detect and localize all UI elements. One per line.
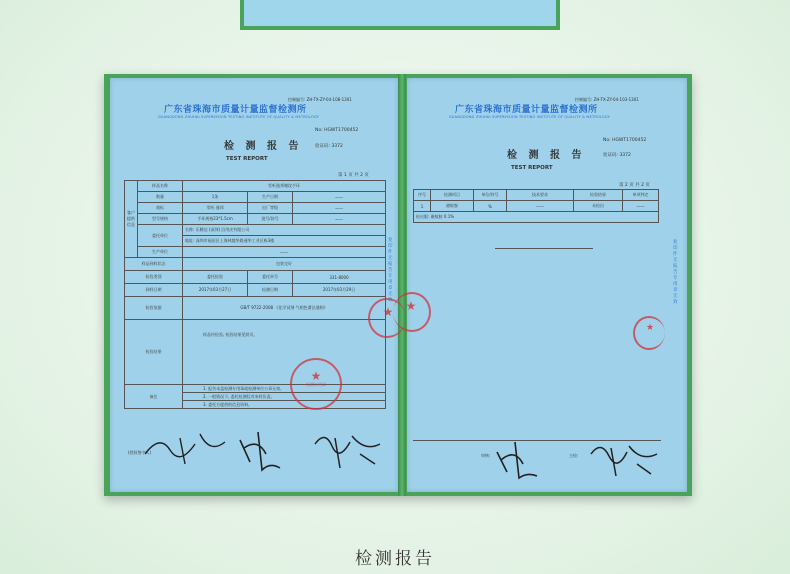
institute-name: 广东省珠海市质量计量监督检测所	[455, 105, 598, 115]
folder-spine	[398, 74, 406, 496]
result-table	[413, 189, 659, 223]
side-note: 复印件无报告专用章无效	[388, 238, 393, 303]
report-title: 检 测 报 告	[507, 150, 586, 161]
verify-code: 验证码: 3372	[603, 153, 631, 158]
report-page-2	[407, 78, 687, 492]
control-number: 控制编号: ZH-TX-ZY-04-108-1301	[288, 97, 352, 102]
table-row: 1 避蚊胺 % —— 未检出 ——	[414, 201, 659, 212]
verify-code: 验证码: 3372	[315, 144, 343, 149]
report-title: 检 测 报 告	[224, 141, 303, 152]
table-row: 地址: 深圳市福田区上海林越华路通华工业区栋3楼	[125, 236, 386, 247]
page-info: 第 2 页 共 2 页	[619, 183, 650, 188]
caption: 检测报告	[355, 549, 435, 569]
table-row: 样品到样状态 包装完好	[125, 258, 386, 271]
table-row: 3. 委托方提供的信息资料。	[125, 401, 386, 409]
table-row: 生产单位 ——	[125, 247, 386, 258]
control-number: 控制编号: ZH-TX-ZY-04-103-1301	[575, 97, 639, 102]
institute-name-en: GUANGDONG ZHUHAI SUPERVISION TESTING INSTITUTE OF QUALITY & METROLOGY	[158, 115, 319, 119]
report-info-table	[124, 180, 386, 409]
table-row: 型号规格 手环规格23*1.5cm 批号/款号 ——	[125, 214, 386, 225]
table-row: 检验依据 GB/T 9722-2008 《化学试剂 气相色谱法通则》	[125, 297, 386, 320]
signatures	[491, 432, 671, 484]
institute-name-en: GUANGDONG ZHUHAI SUPERVISION TESTING INSTITUTE OF QUALITY & METROLOGY	[449, 115, 610, 119]
end-line	[495, 248, 593, 249]
official-seal: ★ 检测专用章	[290, 358, 342, 410]
sign-label: (授权签字人)	[128, 450, 152, 455]
table-header-row: 序号 检测项目 单位/符号 技术要求 检验结果 单项判定	[414, 190, 659, 201]
seal-text: 检测专用章	[306, 382, 326, 387]
table-row: 客户提供信息 样品名称 零听逸邦谢纹手环	[125, 181, 386, 192]
table-row: 备注 1. 报告未盖检测专用章或检测单位公章无效。	[125, 385, 386, 393]
page-info: 第 1 页 共 2 页	[338, 173, 369, 178]
side-note: 复印件无报告专用章无效	[673, 240, 678, 305]
table-row: 商标 零听 逸邦 出厂等级 ——	[125, 203, 386, 214]
table-row: 2. 一般情况下, 委托检测仅对来样负责。	[125, 393, 386, 401]
seam-seal: ★	[368, 298, 406, 338]
report-title-en: TEST REPORT	[226, 156, 268, 162]
report-number: No: HGWT1700452	[315, 128, 359, 133]
side-group-label: 客户提供信息	[125, 181, 138, 258]
table-row: 委托单位 名称: 乐腾达 (深圳) 沿用皮有限公司	[125, 225, 386, 236]
document-above	[240, 0, 560, 30]
seam-seal: ★	[393, 292, 431, 332]
report-title-en: TEST REPORT	[511, 165, 553, 171]
report-number: No: HGWT1700452	[603, 138, 647, 143]
table-row: 数量 1条 生产日期 ——	[125, 192, 386, 203]
table-row: 到样日期 2017年03月27日 检测日期 2017年03月29日	[125, 284, 386, 297]
signatures	[140, 424, 390, 476]
institute-name: 广东省珠海市质量计量监督检测所	[164, 105, 307, 115]
reviewer-label: 审核:	[481, 453, 491, 458]
table-row: 检验类别 委托检验 委托单号 331-8000	[125, 271, 386, 284]
main-inspector-label: 主检:	[569, 453, 579, 458]
report-page-1	[110, 78, 398, 492]
table-row: 检验结果 样品经检验, 检验结果见续页。	[125, 320, 386, 385]
table-row: 检出限: 避蚊胺 0.1%	[414, 212, 659, 223]
seam-seal-right: ★	[633, 316, 665, 350]
